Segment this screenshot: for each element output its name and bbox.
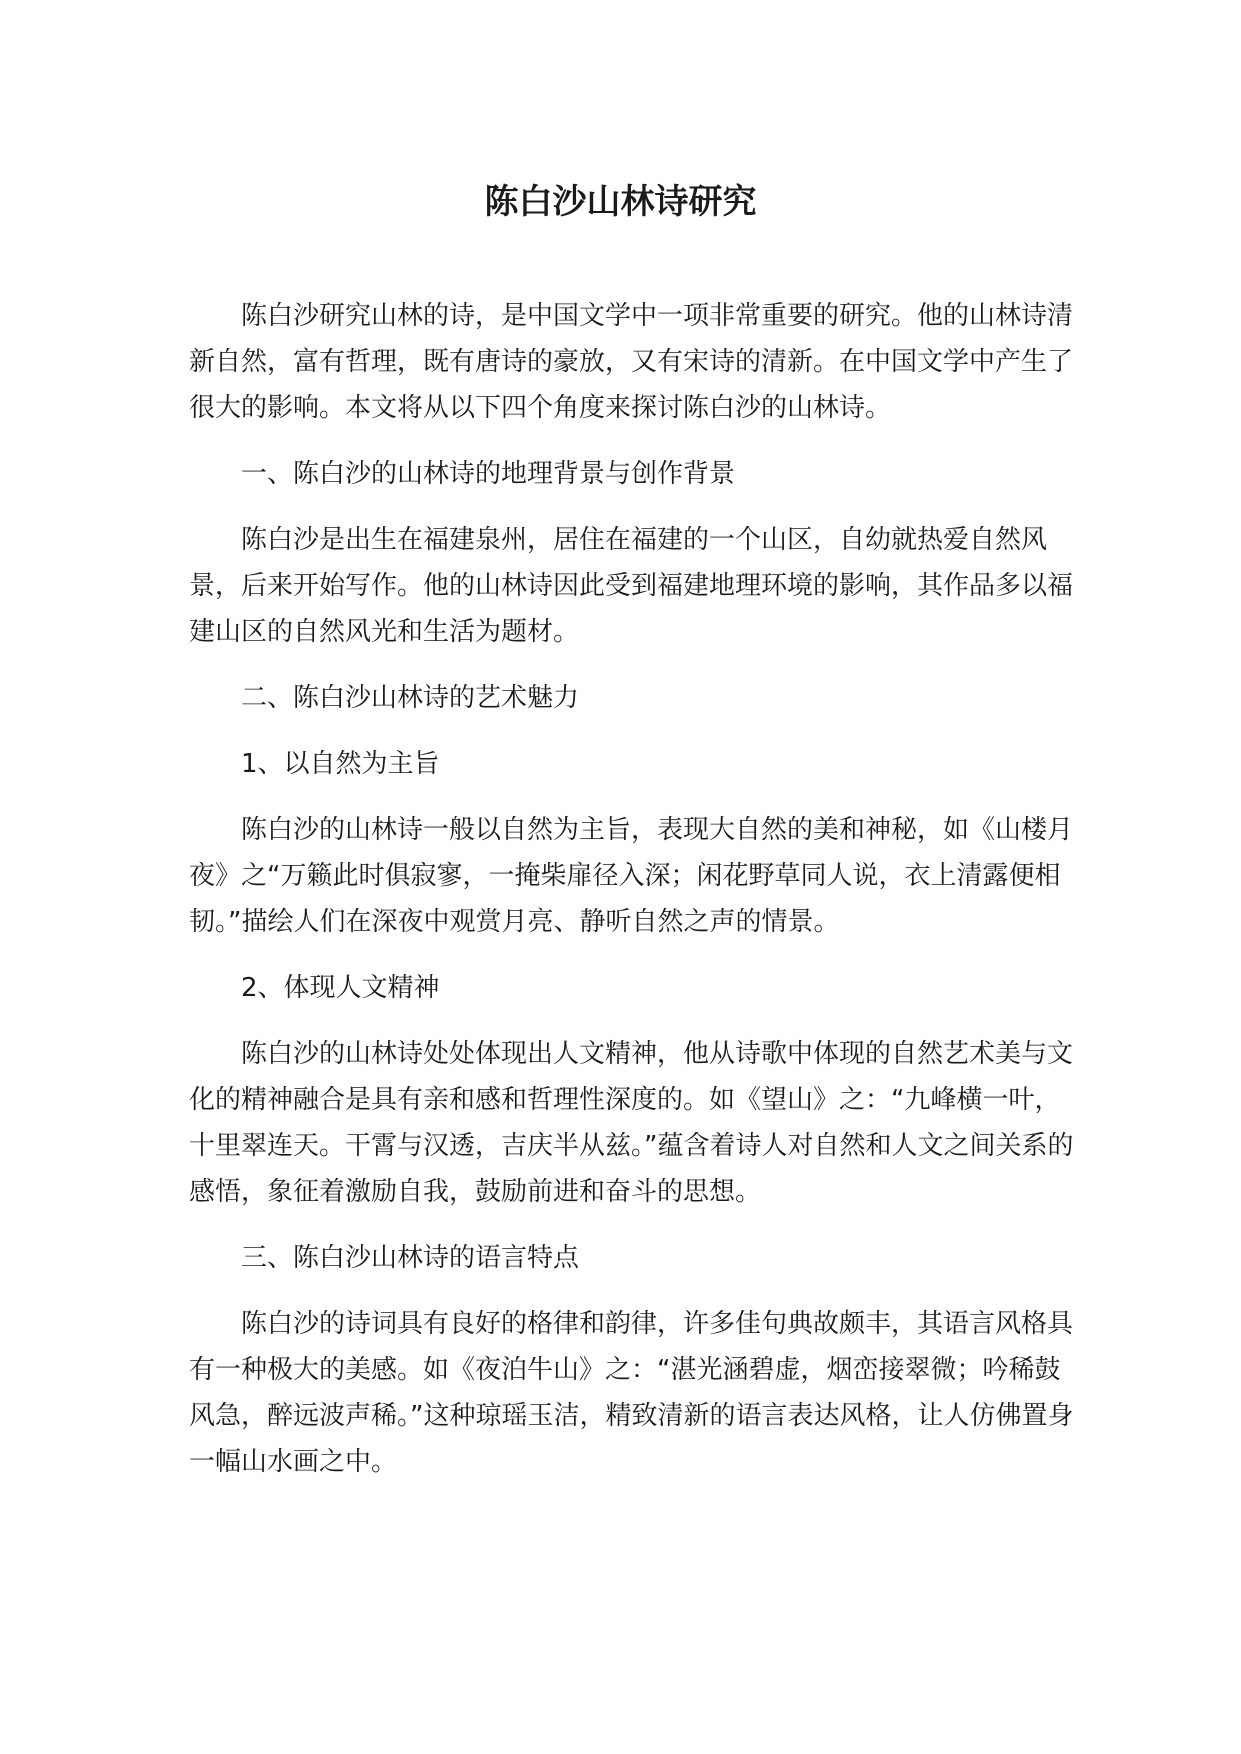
section-1-paragraph: 陈白沙是出生在福建泉州，居住在福建的一个山区，自幼就热爱自然风景，后来开始写作。他的山林诗因此受到福建地理环境的影响，其作品多以福建山区的自然风光和生活为题材。 bbox=[189, 525, 1074, 647]
section-heading-3: 三、陈白沙山林诗的语言特点 bbox=[241, 1243, 580, 1273]
subsection-heading-2-1: 1、以自然为主旨 bbox=[241, 749, 440, 779]
subsection-2-1-paragraph: 陈白沙的山林诗一般以自然为主旨，表现大自然的美和神秘，如《山楼月夜》之“万籁此时俱寂寥，一掩柴扉径入深；闲花野草同人说，衣上清露便相韧。”描绘人们在深夜中观赏月亮、静听自然之声的情景。 bbox=[189, 815, 1074, 937]
intro-paragraph: 陈白沙研究山林的诗，是中国文学中一项非常重要的研究。他的山林诗清新自然，富有哲理，既有唐诗的豪放，又有宋诗的清新。在中国文学中产生了很大的影响。本文将从以下四个角度来探讨陈白沙的山林诗。 bbox=[189, 301, 1074, 423]
section-heading-1: 一、陈白沙的山林诗的地理背景与创作背景 bbox=[241, 459, 736, 489]
section-heading-2: 二、陈白沙山林诗的艺术魅力 bbox=[241, 683, 580, 713]
section-3-paragraph: 陈白沙的诗词具有良好的格律和韵律，许多佳句典故颇丰，其语言风格具有一种极大的美感。如《夜泊牛山》之：“湛光涵碧虚，烟峦接翠微；吟稀鼓风急，醉远波声稀。”这种琼瑶玉洁，精致清新的语言表达风格，让人仿佛置身一幅山水画之中。 bbox=[189, 1309, 1074, 1477]
document-title: 陈白沙山林诗研究 bbox=[484, 182, 757, 222]
subsection-heading-2-2: 2、体现人文精神 bbox=[241, 973, 440, 1003]
document-body bbox=[189, 293, 1079, 1505]
subsection-2-2-paragraph: 陈白沙的山林诗处处体现出人文精神，他从诗歌中体现的自然艺术美与文化的精神融合是具有亲和感和哲理性深度的。如《望山》之：“九峰横一叶，十里翠连天。干霄与汉透，吉庆半从兹。”蕴含着诗人对自然和人文之间关系的感悟，象征着激励自我，鼓励前进和奋斗的思想。 bbox=[189, 1039, 1074, 1207]
